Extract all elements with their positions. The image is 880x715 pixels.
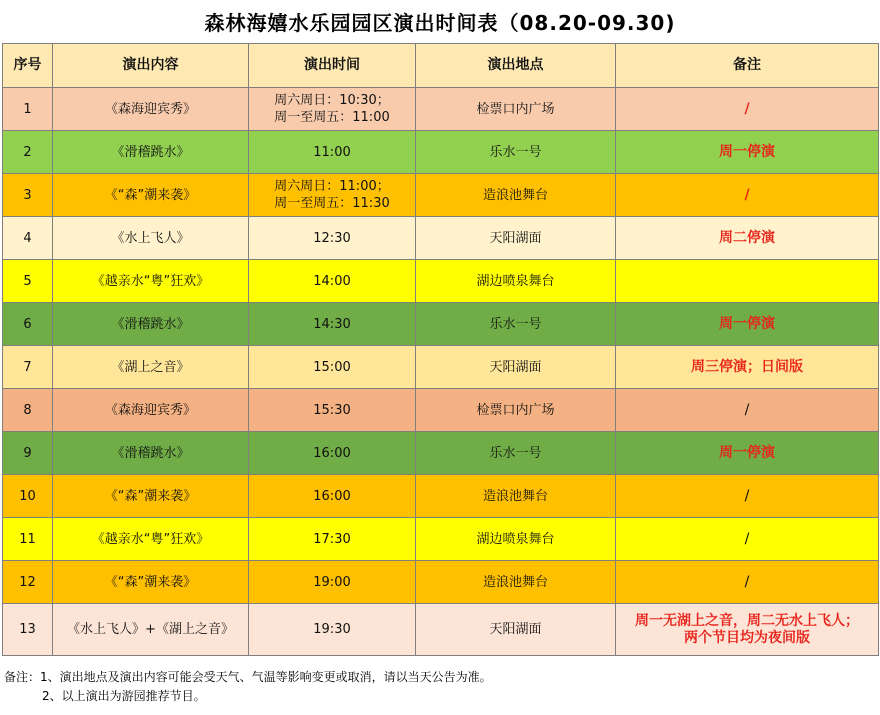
cell-no (3, 131, 53, 174)
show-time: 19:30 (313, 622, 351, 637)
cell-no (3, 174, 53, 217)
cell-note (616, 389, 879, 432)
table-row (3, 389, 879, 432)
cell-show (53, 475, 249, 518)
schedule-body (3, 88, 879, 656)
cell-show (53, 88, 249, 131)
show-place: 湖边喷泉舞台 (476, 273, 555, 289)
table-row (3, 131, 879, 174)
cell-place (416, 604, 616, 656)
cell-no (3, 604, 53, 656)
show-note: / (744, 573, 750, 590)
cell-note (616, 88, 879, 131)
row-number: 1 (23, 101, 32, 117)
row-number: 4 (23, 230, 32, 246)
row-number: 10 (19, 488, 36, 504)
cell-note (616, 260, 879, 303)
show-name: 《滑稽跳水》 (111, 445, 190, 461)
cell-show (53, 432, 249, 475)
show-name: 《“森”潮来袭》 (104, 574, 197, 590)
cell-show (53, 131, 249, 174)
show-time: 14:30 (313, 316, 351, 332)
cell-show (53, 346, 249, 389)
show-place: 乐水一号 (489, 316, 542, 332)
show-note: / (744, 100, 750, 117)
show-place: 天阳湖面 (489, 230, 542, 246)
cell-time (249, 217, 416, 260)
show-time: 15:30 (313, 402, 351, 418)
show-note: 周二停演 (719, 229, 775, 246)
row-number: 11 (19, 531, 36, 547)
cell-show (53, 303, 249, 346)
show-place: 天阳湖面 (489, 359, 542, 375)
cell-no (3, 346, 53, 389)
show-note: / (744, 186, 750, 203)
row-number: 5 (23, 273, 32, 289)
cell-note (616, 432, 879, 475)
footer-note-1: 备注：1、演出地点及演出内容可能会受天气、气温等影响变更或取消，请以当天公告为准。 (4, 670, 492, 684)
cell-no (3, 217, 53, 260)
table-row (3, 88, 879, 131)
show-place: 造浪池舞台 (482, 574, 548, 590)
show-name: 《湖上之音》 (111, 359, 190, 375)
show-name: 《水上飞人》 (111, 230, 190, 246)
show-place: 湖边喷泉舞台 (476, 531, 555, 547)
show-name: 《滑稽跳水》 (111, 316, 190, 332)
show-name: 《滑稽跳水》 (111, 144, 190, 160)
cell-place (416, 131, 616, 174)
cell-show (53, 260, 249, 303)
table-row (3, 561, 879, 604)
schedule-table (2, 43, 879, 656)
table-row (3, 518, 879, 561)
row-number: 12 (19, 574, 36, 590)
show-note: / (744, 401, 750, 418)
show-place: 乐水一号 (489, 445, 542, 461)
table-header-row (3, 44, 879, 88)
cell-place (416, 260, 616, 303)
cell-show (53, 604, 249, 656)
show-time: 14:00 (313, 273, 351, 289)
show-time: 15:00 (313, 359, 351, 375)
show-note: 周三停演；日间版 (691, 358, 803, 375)
show-place: 检票口内广场 (476, 101, 555, 117)
cell-show (53, 174, 249, 217)
table-row (3, 346, 879, 389)
cell-no (3, 518, 53, 561)
row-number: 9 (23, 445, 32, 461)
cell-note (616, 217, 879, 260)
footer-note-2: 2、以上演出为游园推荐节目。 (42, 689, 206, 703)
table-row (3, 174, 879, 217)
show-place: 造浪池舞台 (482, 488, 548, 504)
cell-no (3, 561, 53, 604)
cell-place (416, 432, 616, 475)
show-note: 周一无湖上之音，周二无水上飞人； (635, 612, 859, 629)
show-time: 16:00 (313, 445, 351, 461)
show-place: 检票口内广场 (476, 402, 555, 418)
cell-place (416, 475, 616, 518)
show-time: 周六周日：11:00； (274, 179, 390, 194)
show-name: 《森海迎宾秀》 (104, 402, 196, 418)
page-title: 森林海嬉水乐园园区演出时间表（08.20-09.30) (204, 11, 676, 35)
cell-time (249, 131, 416, 174)
cell-show (53, 561, 249, 604)
table-row (3, 475, 879, 518)
cell-no (3, 260, 53, 303)
show-time: 16:00 (313, 488, 351, 504)
cell-note (616, 303, 879, 346)
table-row (3, 260, 879, 303)
show-name: 《越亲水“粤”狂欢》 (91, 273, 210, 289)
cell-show (53, 518, 249, 561)
show-name: 《森海迎宾秀》 (104, 101, 196, 117)
row-number: 7 (23, 359, 32, 375)
show-place: 乐水一号 (489, 144, 542, 160)
cell-time (249, 604, 416, 656)
table-row (3, 217, 879, 260)
cell-time (249, 260, 416, 303)
show-name: 《“森”潮来袭》 (104, 488, 197, 504)
cell-no (3, 475, 53, 518)
cell-note (616, 475, 879, 518)
show-name: 《越亲水“粤”狂欢》 (91, 531, 210, 547)
cell-time (249, 303, 416, 346)
cell-time (249, 561, 416, 604)
header-no: 序号 (3, 44, 53, 88)
header-note: 备注 (616, 44, 879, 88)
row-number: 8 (23, 402, 32, 418)
cell-show (53, 217, 249, 260)
show-place: 造浪池舞台 (482, 187, 548, 203)
cell-note (616, 131, 879, 174)
show-note: / (744, 487, 750, 504)
cell-place (416, 174, 616, 217)
show-note: 周一停演 (719, 143, 775, 160)
cell-place (416, 217, 616, 260)
cell-place (416, 303, 616, 346)
show-time: 19:00 (313, 574, 351, 590)
cell-no (3, 389, 53, 432)
row-number: 6 (23, 316, 32, 332)
cell-place (416, 389, 616, 432)
show-note: 周一停演 (719, 315, 775, 332)
cell-time (249, 88, 416, 131)
cell-time (249, 174, 416, 217)
show-time: 周六周日：10:30； (274, 93, 390, 108)
show-time: 周一至周五：11:00 (274, 110, 390, 125)
show-note: 两个节目均为夜间版 (684, 629, 810, 646)
table-row (3, 604, 879, 656)
show-note: 周一停演 (719, 444, 775, 461)
cell-place (416, 518, 616, 561)
header-time: 演出时间 (249, 44, 416, 88)
show-time: 12:30 (313, 230, 351, 246)
show-note: / (744, 530, 750, 547)
show-time: 11:00 (313, 144, 351, 160)
cell-note (616, 174, 879, 217)
show-name: 《水上飞人》+《湖上之音》 (67, 622, 234, 637)
table-row (3, 432, 879, 475)
cell-time (249, 346, 416, 389)
cell-no (3, 88, 53, 131)
table-row (3, 303, 879, 346)
header-place: 演出地点 (416, 44, 616, 88)
cell-place (416, 88, 616, 131)
cell-place (416, 346, 616, 389)
header-show: 演出内容 (53, 44, 249, 88)
cell-no (3, 432, 53, 475)
row-number: 2 (23, 144, 32, 160)
show-place: 天阳湖面 (489, 622, 542, 637)
cell-show (53, 389, 249, 432)
row-number: 3 (23, 187, 32, 203)
show-time: 周一至周五：11:30 (274, 196, 390, 211)
show-name: 《“森”潮来袭》 (104, 187, 197, 203)
cell-time (249, 389, 416, 432)
show-time: 17:30 (313, 531, 351, 547)
cell-no (3, 303, 53, 346)
cell-note (616, 604, 879, 656)
footer-notes (4, 668, 876, 706)
cell-place (416, 561, 616, 604)
cell-note (616, 561, 879, 604)
cell-time (249, 432, 416, 475)
cell-note (616, 518, 879, 561)
cell-time (249, 475, 416, 518)
cell-note (616, 346, 879, 389)
cell-time (249, 518, 416, 561)
row-number: 13 (19, 622, 36, 637)
